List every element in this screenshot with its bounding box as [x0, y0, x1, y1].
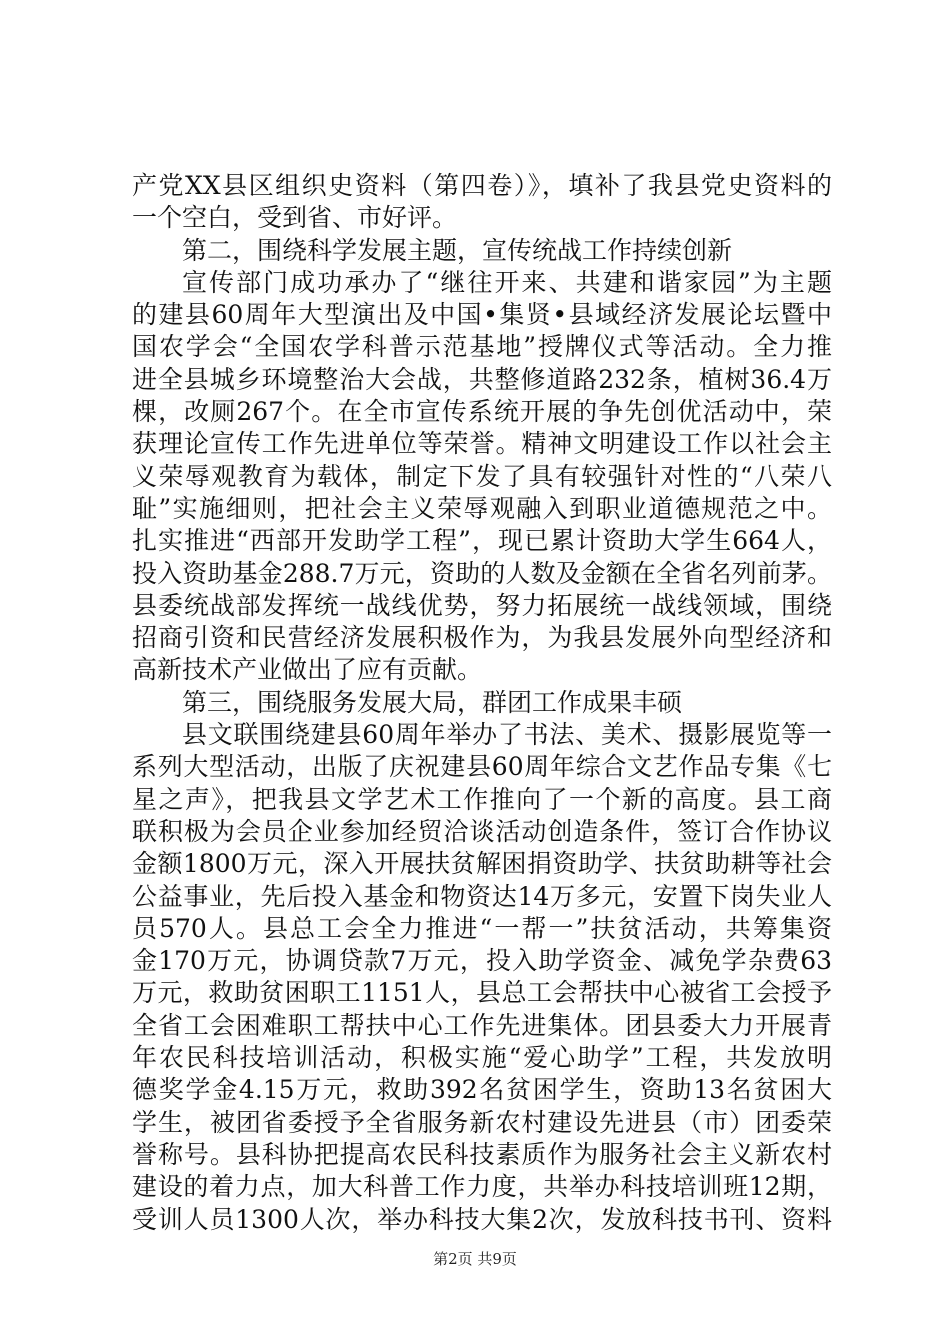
text-line: 誉称号。县科协把提高农民科技素质作为服务社会主义新农村: [132, 1139, 832, 1169]
text-line: 耻”实施细则，把社会主义荣辱观融入到职业道德规范之中。: [132, 493, 832, 523]
text-line: 第三，围绕服务发展大局，群团工作成果丰硕: [182, 687, 683, 717]
text-line: 第二，围绕科学发展主题，宣传统战工作持续创新: [182, 235, 733, 265]
text-line: 棵，改厕267个。在全市宣传系统开展的争先创优活动中，荣: [132, 397, 832, 427]
text-line: 招商引资和民营经济发展积极作为，为我县发展外向型经济和: [132, 623, 832, 653]
text-line: 扎实推进“西部开发助学工程”，现已累计资助大学生664人，: [132, 526, 832, 556]
text-line: 星之声》，把我县文学艺术工作推向了一个新的高度。县工商: [132, 784, 832, 814]
text-line: 投入资助基金288.7万元，资助的人数及金额在全省名列前茅。: [132, 558, 832, 588]
text-line: 获理论宣传工作先进单位等荣誉。精神文明建设工作以社会主: [132, 429, 832, 459]
text-line: 的建县60周年大型演出及中国•集贤•县域经济发展论坛暨中: [132, 300, 832, 330]
text-line: 全省工会困难职工帮扶中心工作先进集体。团县委大力开展青: [132, 1010, 832, 1040]
text-line: 国农学会“全国农学科普示范基地”授牌仪式等活动。全力推: [132, 332, 832, 362]
text-line: 义荣辱观教育为载体，制定下发了具有较强针对性的“八荣八: [132, 461, 832, 491]
text-line: 系列大型活动，出版了庆祝建县60周年综合文艺作品专集《七: [132, 752, 832, 782]
text-line: 公益事业，先后投入基金和物资达14万多元，安置下岗失业人: [132, 881, 832, 911]
text-line: 受训人员1300人次，举办科技大集2次，发放科技书刊、资料: [132, 1204, 832, 1234]
text-line: 万元，救助贫困职工1151人，县总工会帮扶中心被省工会授予: [132, 978, 832, 1008]
text-line: 金170万元，协调贷款7万元，投入助学资金、减免学杂费63: [132, 946, 832, 976]
page-footer: 第2页 共9页: [433, 1250, 517, 1268]
text-line: 德奖学金4.15万元，救助392名贫困学生，资助13名贫困大: [132, 1075, 832, 1105]
text-line: 进全县城乡环境整治大会战，共整修道路232条，植树36.4万: [132, 364, 832, 394]
text-line: 金额1800万元，深入开展扶贫解困捐资助学、扶贫助耕等社会: [132, 849, 832, 879]
document-body: [132, 170, 832, 1236]
text-line: 建设的着力点，加大科普工作力度，共举办科技培训班12期，: [132, 1172, 832, 1202]
text-line: 员570人。县总工会全力推进“一帮一”扶贫活动，共筹集资: [132, 913, 832, 943]
text-line: 宣传部门成功承办了“继往开来、共建和谐家园”为主题: [182, 267, 832, 297]
text-line: 联积极为会员企业参加经贸洽谈活动创造条件，签订合作协议: [132, 816, 832, 846]
text-line: 县文联围绕建县60周年举办了书法、美术、摄影展览等一: [182, 720, 832, 750]
text-line: 年农民科技培训活动，积极实施“爱心助学”工程，共发放明: [132, 1043, 832, 1073]
text-line: 学生，被团省委授予全省服务新农村建设先进县（市）团委荣: [132, 1107, 832, 1137]
text-line: 高新技术产业做出了应有贡献。: [132, 655, 483, 685]
text-line: 产党XX县区组织史资料（第四卷）》，填补了我县党史资料的: [132, 171, 832, 200]
text-line: 一个空白，受到省、市好评。: [132, 203, 458, 233]
text-line: 县委统战部发挥统一战线优势，努力拓展统一战线领域，围绕: [132, 590, 832, 620]
